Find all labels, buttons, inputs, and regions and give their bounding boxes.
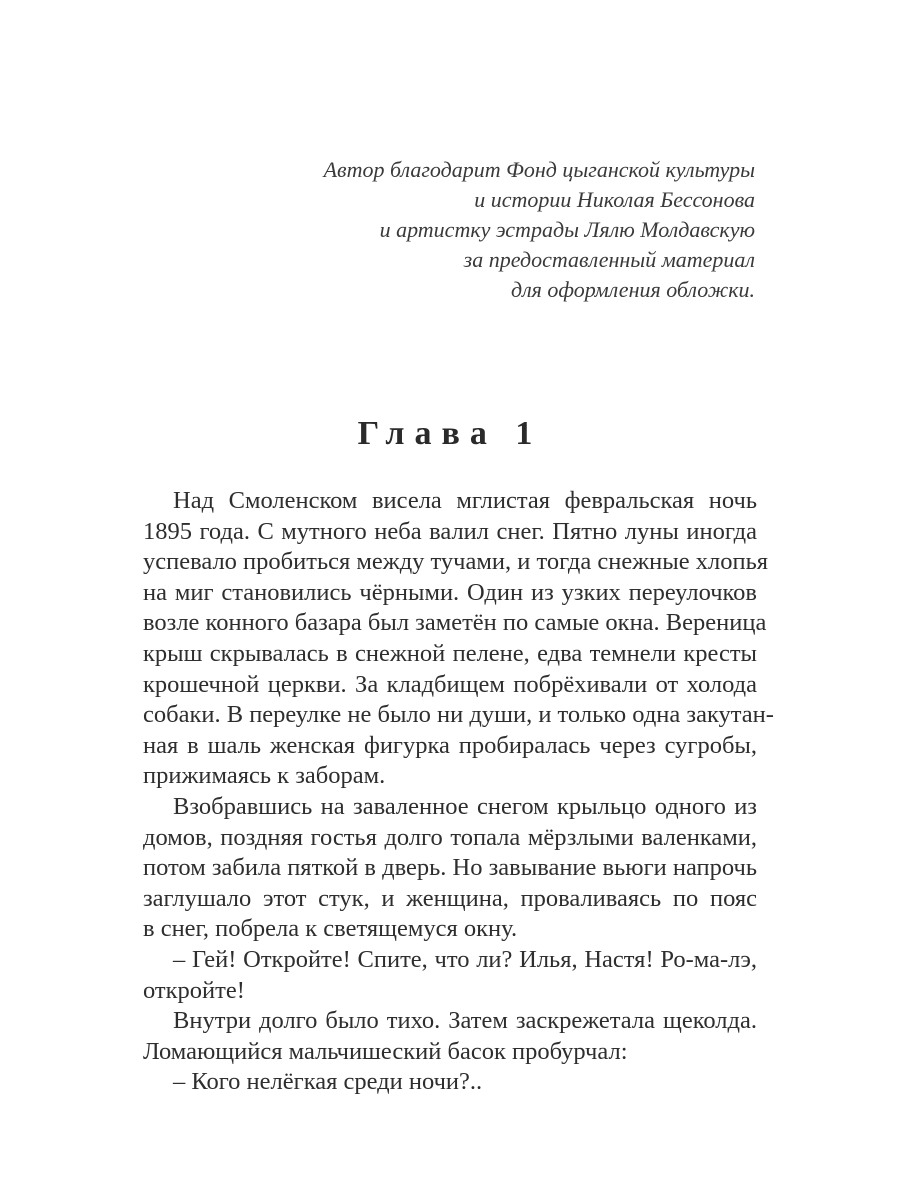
dedication-line: Автор благодарит Фонд цыганской культуры — [323, 157, 755, 182]
text-line: крыш скрывалась в снежной пелене, едва темнели кресты — [143, 639, 757, 667]
text-line: 1895 года. С мутного неба валил снег. Пятно луны иногда — [143, 517, 757, 545]
dedication-line: для оформления обложки. — [510, 277, 755, 302]
dedication-line: и истории Николая Бессонова — [474, 187, 755, 212]
text-line: Ломающийся мальчишеский басок пробурчал: — [143, 1037, 628, 1065]
text-line: – Гей! Откройте! Спите, что ли? Илья, Настя! Ро-ма-лэ, — [173, 945, 757, 973]
dedication-epigraph — [235, 155, 755, 305]
text-line: успевало пробиться между тучами, и тогда снежные хлопья — [143, 548, 769, 576]
paragraph — [143, 486, 774, 792]
text-line: – Кого нелёгкая среди ночи?.. — [173, 1068, 483, 1096]
text-line: ная в шаль женская фигурка пробиралась через сугробы, — [143, 731, 757, 759]
text-line: потом забила пяткой в дверь. Но завывание вьюги напрочь — [143, 854, 758, 882]
text-line: крошечной церкви. За кладбищем побрёхивали от холода — [143, 670, 757, 698]
text-line: Над Смоленском висела мглистая февральская ночь — [173, 487, 757, 514]
text-line: Взобравшись на заваленное снегом крыльцо одного из — [173, 792, 757, 820]
paragraph — [143, 945, 757, 1006]
text-line: прижимаясь к заборам. — [143, 762, 386, 790]
paragraph — [143, 1006, 757, 1067]
chapter-title: Глава 1 — [357, 415, 543, 452]
chapter-body — [143, 486, 774, 1098]
text-line: на миг становились чёрными. Один из узких переулочков — [143, 578, 757, 606]
text-line: собаки. В переулке не было ни души, и только одна закутан- — [143, 701, 774, 729]
text-line: Внутри долго было тихо. Затем заскрежетала щеколда. — [173, 1007, 757, 1035]
text-line: в снег, побрела к светящемуся окну. — [143, 915, 518, 943]
text-line: домов, поздняя гостья долго топала мёрзлыми валенками, — [143, 823, 757, 851]
paragraph — [143, 1067, 757, 1098]
paragraph — [143, 792, 757, 945]
dedication-line: за предоставленный материал — [463, 247, 755, 272]
text-line: заглушало этот стук, и женщина, проваливаясь по пояс — [143, 884, 757, 912]
text-line: возле конного базара был заметён по самые окна. Вереница — [143, 609, 767, 637]
text-line: откройте! — [143, 976, 245, 1004]
dedication-line: и артистку эстрады Лялю Молдавскую — [379, 217, 755, 242]
